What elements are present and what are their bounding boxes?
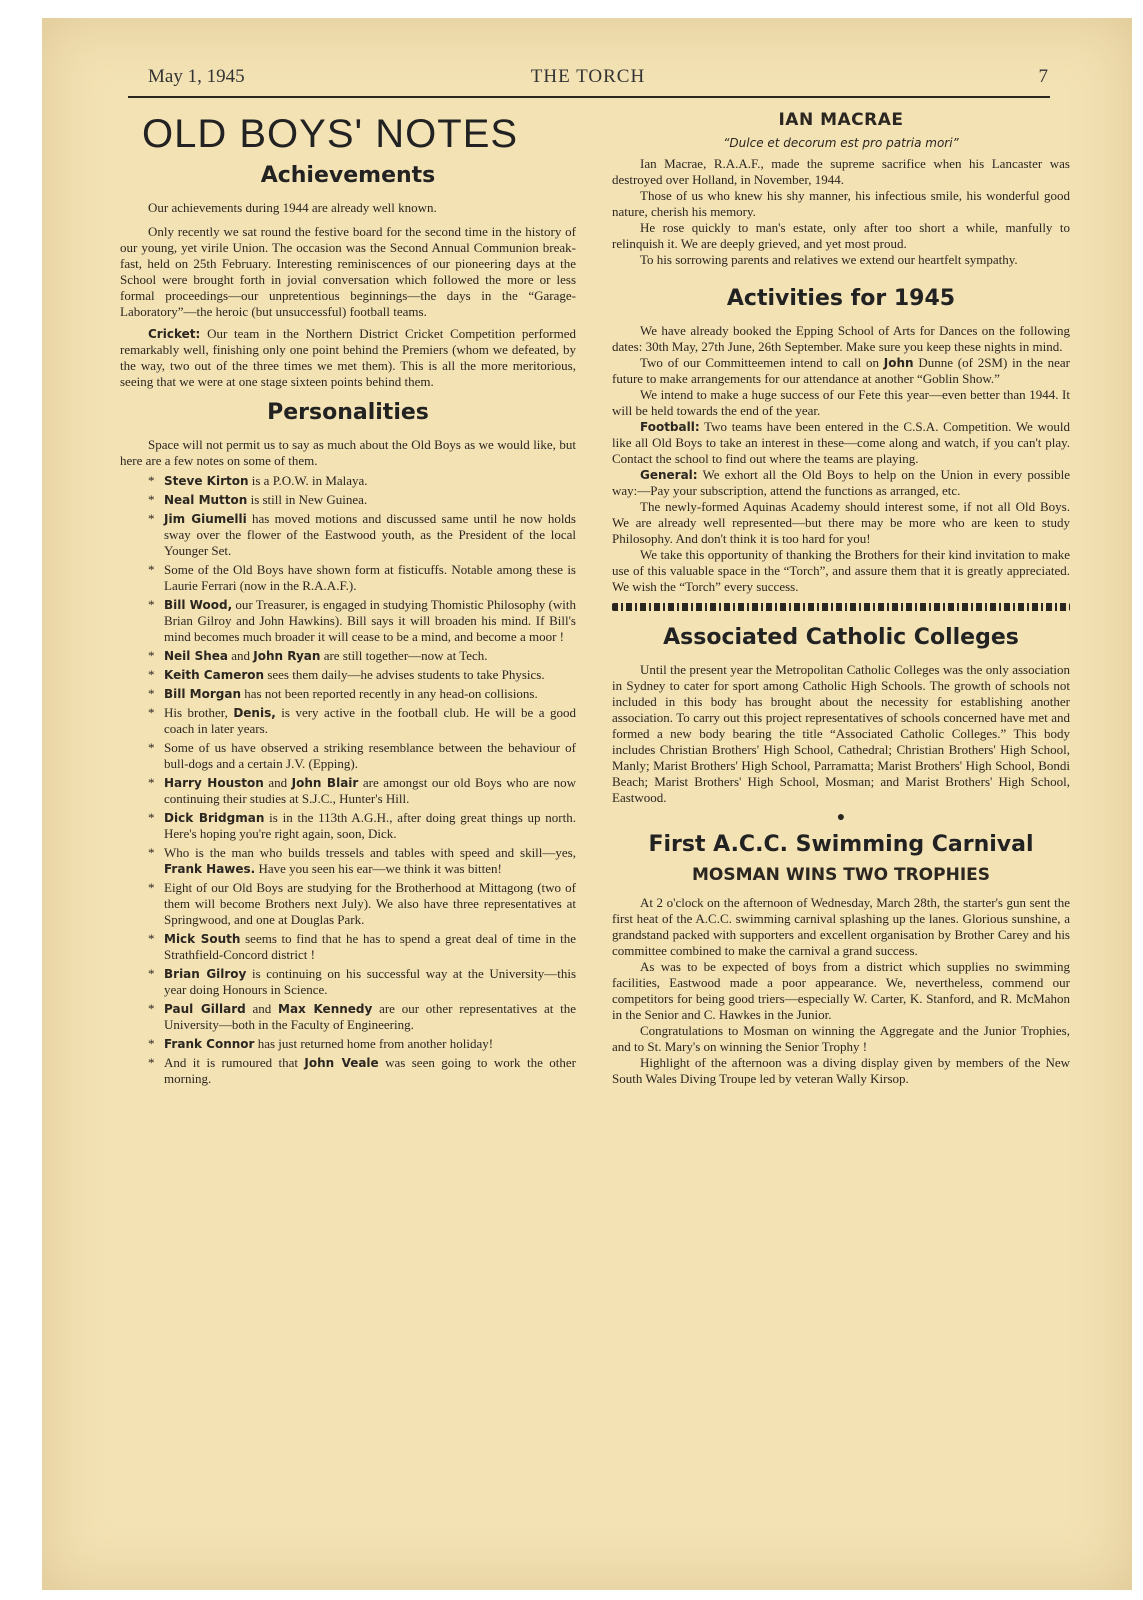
note-text: are amongst our old Boys who are now continuing their studies at S.J.C., Hunter's Hill. (164, 775, 576, 806)
personalities-heading: Personalities (267, 400, 429, 425)
note-text: are still together—now at Tech. (320, 648, 488, 663)
general-paragraph (612, 467, 1070, 499)
list-item (164, 492, 576, 508)
note-text: our Treasurer, is engaged in studying Thomistic Philosophy (with Brian Gilroy and John Hawkins). Bill says it will broaden his mind. If Bill's mind becomes much broader it will cease to be a mind, and become a moor ! (164, 597, 576, 644)
person-name: Bill Morgan (164, 687, 241, 701)
list-item (164, 667, 576, 683)
note-text: Eight of our Old Boys are studying for the Brotherhood at Mittagong (two of them will become Brothers next July). We also have three representatives at Springwood, and one at Douglas Park. (164, 880, 576, 927)
achievements-paragraph: Only recently we sat round the festive board for the second time in the history of our young, yet virile Union. The occasion was the Second Annual Communion break-fast, held on 25th February. Interesting reminiscences of our pioneering days at the School were brought forth in jovial conversation which followed the more or less formal proceedings—our unpretentious beginnings—the days in the “Garage-Laboratory”—the heroic (but unsuccessful) football teams. (120, 224, 576, 319)
header-paper-name: THE TORCH (530, 66, 646, 87)
cricket-paragraph (120, 326, 576, 390)
cricket-label: Cricket: (148, 327, 201, 341)
bullet-separator: ● (836, 810, 846, 825)
activities-paragraph: We take this opportunity of thanking the Brothers for their kind invitation to make use of this valuable space in the “Torch”, and assure them that it is greatly appreciated. We wish the “Torch” every success. (612, 547, 1070, 594)
list-item (164, 740, 576, 772)
list-item (164, 562, 576, 594)
achievements-paragraph: Our achievements during 1944 are already well known. (148, 200, 437, 215)
header-date: May 1, 1945 (148, 66, 245, 87)
note-text: has just returned home from another holiday! (254, 1036, 494, 1051)
person-name: John Ryan (253, 649, 321, 663)
note-text: Some of the Old Boys have shown form at fisticuffs. Notable among these is Laurie Ferrari (now in the R.A.A.F.). (164, 562, 576, 593)
left-column (120, 108, 576, 1090)
note-text: is continuing on his successful way at the University—this year doing Honours in Science. (164, 966, 576, 997)
note-text: has moved motions and discussed same until he now holds sway over the flower of the Eastwood youth, as the President of the local Younger Set. (164, 511, 576, 558)
obituary-paragraph: To his sorrowing parents and relatives we extend our heartfelt sympathy. (640, 252, 1018, 267)
list-item (164, 966, 576, 998)
football-label: Football: (640, 420, 700, 434)
obituary-paragraph: He rose quickly to man's estate, only after too short a while, manfully to relinquish it. We are deeply grieved, and yet most proud. (612, 220, 1070, 251)
list-item (164, 931, 576, 963)
page-header (128, 66, 1048, 94)
list-item (164, 845, 576, 877)
note-text: is in the 113th A.G.H., after doing great things up north. Here's hoping you're right again, soon, Dick. (164, 810, 576, 841)
list-item (164, 705, 576, 737)
list-item (164, 597, 576, 645)
activities-paragraph: The newly-formed Aquinas Academy should interest some, if not all Old Boys. We are already well represented—but there may be more who are keen to study Philosophy. And don't think it is too hard for you! (612, 499, 1070, 546)
person-name: Mick South (164, 932, 241, 946)
list-item (164, 473, 576, 489)
note-text: His brother, (164, 705, 234, 720)
note-text: Who is the man who builds tressels and tables with speed and skill—yes, (164, 845, 576, 860)
activities-paragraph: We intend to make a huge success of our Fete this year—even better than 1944. It will be held towards the end of the year. (612, 387, 1070, 418)
note-text: and (263, 775, 292, 790)
page-title: OLD BOYS' NOTES (142, 112, 519, 156)
note-text: was seen going to work the other morning. (164, 1055, 576, 1086)
acc-heading: Associated Catholic Colleges (663, 625, 1019, 650)
cricket-text: Our team in the Northern District Cricket Competition performed remarkably well, finishing only one point behind the Premiers (whom we defeated, by the way, two out of the three times we met them). This is all the more meritorious, seeing that we were at one stage sixteen points behind them. (120, 326, 576, 389)
activities-heading: Activities for 1945 (726, 286, 956, 311)
general-label: General: (640, 468, 698, 482)
note-text: Have you seen his ear—we think it was bitten! (255, 861, 502, 876)
note-text: seems to find that he has to spend a great deal of time in the Strathfield-Concord district ! (164, 931, 576, 962)
swimming-paragraph: At 2 o'clock on the afternoon of Wednesday, March 28th, the starter's gun sent the first heat of the A.C.C. swimming carnival splashing up the lanes. Glorious sunshine, a grandstand packed with supporters and excellent organisation by Brother Carey and his committee combined to make the carnival a grand success. (612, 895, 1070, 958)
person-name: Bill Wood, (164, 598, 233, 612)
person-name: Paul Gillard (164, 1002, 246, 1016)
note-text: Some of us have observed a striking resemblance between the behaviour of bull-dogs and a certain J.V. (Epping). (164, 740, 576, 771)
note-text: has not been reported recently in any head-on collisions. (241, 686, 538, 701)
swimming-subheading: MOSMAN WINS TWO TROPHIES (691, 865, 991, 885)
note-text: is very active in the football club. He will be a good coach in later years. (164, 705, 576, 736)
person-name: Frank Hawes. (164, 862, 256, 876)
person-name: Dick Bridgman (164, 811, 265, 825)
person-name: Max Kennedy (278, 1002, 373, 1016)
list-item (164, 511, 576, 559)
note-text: and (245, 1001, 278, 1016)
ornamental-divider (612, 603, 1070, 611)
ian-macrae-heading: IAN MACRAE (778, 110, 904, 130)
list-item (164, 1055, 576, 1087)
person-name: Denis, (233, 706, 276, 720)
right-column (612, 108, 1070, 1087)
note-text: is still in New Guinea. (247, 492, 368, 507)
swimming-heading: First A.C.C. Swimming Carnival (648, 832, 1034, 857)
note-text: sees them daily—he advises students to take Physics. (264, 667, 545, 682)
person-name: Brian Gilroy (164, 967, 247, 981)
personalities-list (120, 473, 576, 1087)
person-name: Jim Giumelli (164, 512, 247, 526)
latin-motto: “Dulce et decorum est pro patria mori” (723, 136, 959, 150)
personalities-intro: Space will not permit us to say as much about the Old Boys as we would like, but here are a few notes on some of them. (120, 437, 576, 468)
swimming-paragraph: Congratulations to Mosman on winning the Aggregate and the Junior Trophies, and to St. Mary's on winning the Senior Trophy ! (612, 1023, 1070, 1054)
list-item (164, 648, 576, 664)
person-name: John Veale (304, 1056, 379, 1070)
person-name: John Blair (291, 776, 359, 790)
football-paragraph (612, 419, 1070, 467)
person-name: Harry Houston (164, 776, 264, 790)
general-text: We exhort all the Old Boys to help on the Union in every possible way:—Pay your subscription, attend the functions as arranged, etc. (612, 467, 1070, 498)
football-text: Two teams have been entered in the C.S.A. Competition. We would like all Old Boys to take an interest in these—come along and watch, if you can't play. Contact the school to find out where the teams are playing. (612, 419, 1070, 466)
person-name: John (883, 356, 914, 370)
note-text: and (228, 648, 254, 663)
list-item (164, 810, 576, 842)
list-item (164, 1001, 576, 1033)
note-text: is a P.O.W. in Malaya. (248, 473, 368, 488)
swimming-paragraph: As was to be expected of boys from a district which supplies no swimming facilities, Eastwood made a poor appearance. We, nevertheless, commend our competitors for being good triers—especially W. Carter, K. Stanford, and R. McMahon in the Senior and C. Hawkes in the Junior. (612, 959, 1070, 1022)
list-item (164, 775, 576, 807)
header-rule (128, 96, 1050, 98)
note-text: And it is rumoured that (164, 1055, 305, 1070)
acc-paragraph: Until the present year the Metropolitan Catholic Colleges was the only association in Sydney to cater for sport among Catholic High Schools. The growth of schools not included in this body has brought about the necessity for establishing another association. To carry out this project representatives of schools concerned have met and formed a new body bearing the title “Associated Catholic Colleges.” This body includes Christian Brothers' High School, Cathedral; Christian Brothers' High School, Manly; Marist Brothers' High School, Parramatta; Marist Brothers' High School, Bondi Beach; Marist Brothers' High School, Mosman; and Marist Brothers' High School, Eastwood. (612, 662, 1070, 805)
activities-paragraph (612, 355, 1070, 387)
note-text: are our other representatives at the University—both in the Faculty of Engineering. (164, 1001, 576, 1032)
person-name: Neil Shea (164, 649, 229, 663)
swimming-paragraph: Highlight of the afternoon was a diving display given by members of the New South Wales Diving Troupe led by veteran Wally Kirsop. (612, 1055, 1070, 1086)
achievements-heading: Achievements (260, 163, 436, 188)
person-name: Keith Cameron (164, 668, 265, 682)
person-name: Neal Mutton (164, 493, 248, 507)
obituary-paragraph: Ian Macrae, R.A.A.F., made the supreme sacrifice when his Lancaster was destroyed over Holland, in November, 1944. (612, 156, 1070, 187)
list-item (164, 880, 576, 928)
obituary-paragraph: Those of us who knew his shy manner, his infectious smile, his wonderful good nature, cherish his memory. (612, 188, 1070, 219)
activities-paragraph: We have already booked the Epping School of Arts for Dances on the following dates: 30th May, 27th June, 26th September. Make sure you keep these nights in mind. (612, 323, 1070, 354)
person-name: Frank Connor (164, 1037, 255, 1051)
note-text: Two of our Committeemen intend to call on (640, 355, 884, 370)
person-name: Steve Kirton (164, 474, 249, 488)
list-item (164, 1036, 576, 1052)
list-item (164, 686, 576, 702)
header-page-number: 7 (1038, 66, 1048, 87)
note-text: Dunne (of 2SM) in the near future to make arrangements for our attendance at another “Goblin Show.” (612, 355, 1070, 386)
